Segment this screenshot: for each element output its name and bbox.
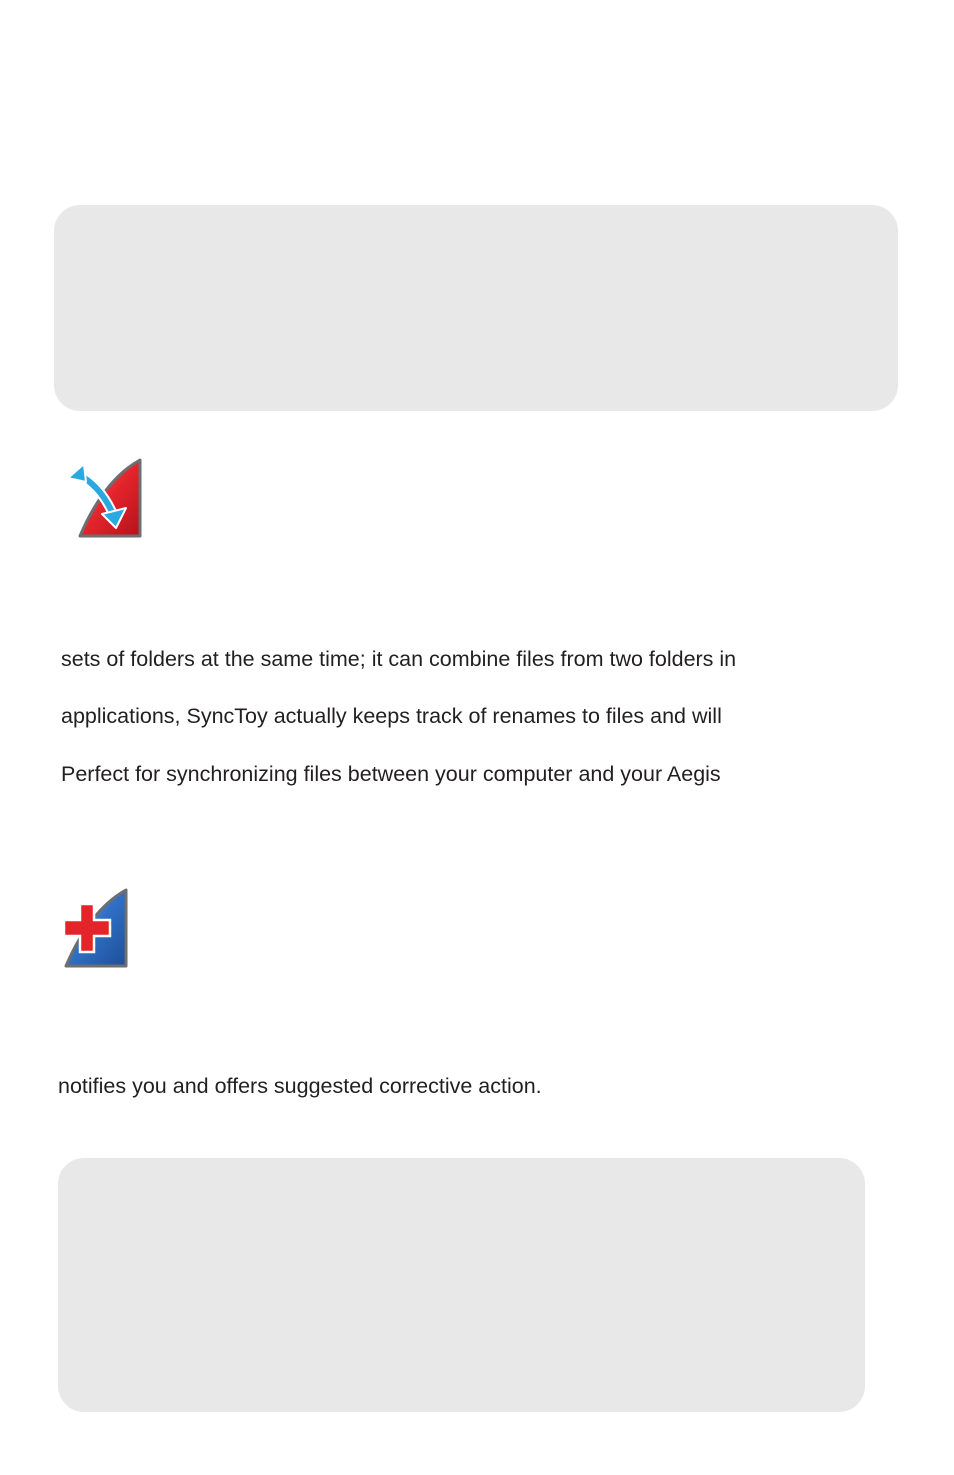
top-gray-panel [54,205,898,411]
synctoy-text-line: sets of folders at the same time; it can combine files from two folders in [61,647,737,671]
synctoy-text-line: Perfect for synchronizing files between your computer and your Aegis [61,762,721,786]
synctoy-text-line: applications, SyncToy actually keeps track of renames to files and will [61,704,722,728]
health-text-line: notifies you and offers suggested corrective action. [58,1074,542,1098]
synctoy-icon [64,456,144,540]
health-monitor-icon [60,886,130,970]
bottom-gray-panel [58,1158,865,1412]
